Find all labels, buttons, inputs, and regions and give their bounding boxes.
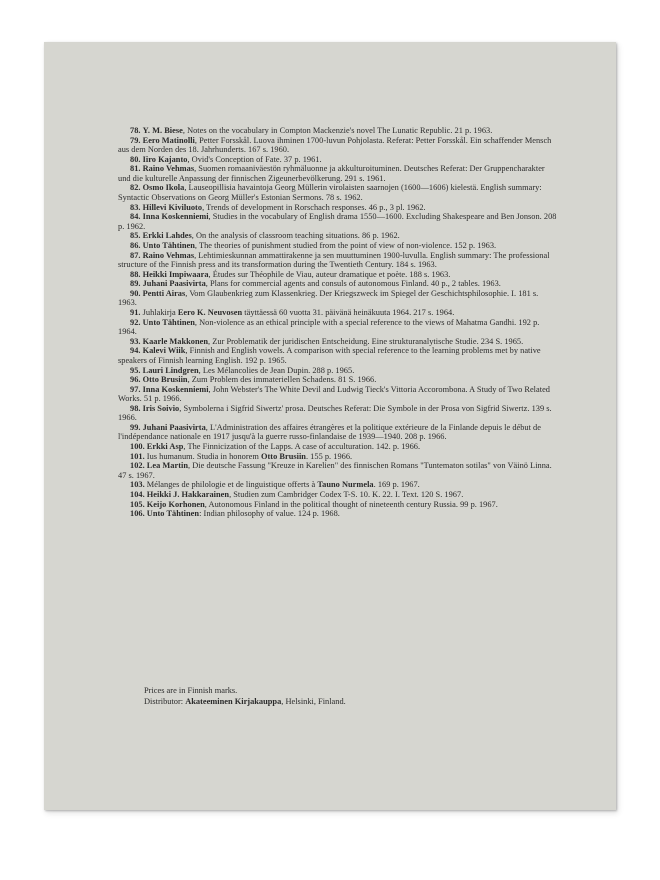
entry-number: 106.: [130, 509, 145, 519]
entry-text: , Non-violence as an ethical principle with a special reference to the views of Mahatma Gandhi. 192 p. 1964.: [118, 317, 540, 337]
publication-entry: [118, 423, 558, 442]
entry-author: Pentti Airas: [142, 288, 186, 298]
entry-author: Erkki Asp: [146, 442, 184, 452]
entry-number: 87.: [130, 250, 141, 260]
entry-number: 91.: [130, 308, 141, 318]
entry-number: 93.: [130, 336, 141, 346]
distributor-line: [144, 696, 544, 707]
publication-entry: [118, 231, 558, 240]
publication-entry: [118, 375, 558, 384]
entry-number: 86.: [130, 240, 141, 250]
distributor-name: Akateeminen Kirjakauppa: [185, 697, 282, 706]
entry-text: , The theories of punishment studied from the point of view of non-violence. 152 p. 1963.: [194, 240, 497, 250]
entry-number: 90.: [130, 288, 141, 298]
publication-entry: [118, 404, 558, 423]
publication-entry: [118, 126, 558, 135]
entry-number: 105.: [130, 499, 145, 509]
entry-author: Hillevi Kiviluoto: [142, 202, 203, 212]
entry-author: Heikki J. Hakkarainen: [146, 490, 230, 500]
entry-text: , Die deutsche Fassung "Kreuze in Karelien" des finnischen Romans "Tuntematon sotilas" von Väinö Linna. 47 s. 1967.: [118, 461, 552, 480]
entry-text: . 169 p. 1967.: [373, 480, 420, 490]
entry-author: Eero Matinolli: [142, 135, 195, 145]
publication-entry: [118, 500, 558, 509]
entry-text: , Zur Problematik der juridischen Entscheidung. Eine strukturanalytische Studie. 234 S. 1965.: [208, 336, 524, 346]
entry-author: Inna Koskenniemi: [142, 212, 209, 222]
entry-number: 96.: [130, 375, 141, 385]
publication-entry: [118, 480, 558, 489]
entry-number: 94.: [130, 346, 141, 356]
entry-author: Inna Koskenniemi: [142, 384, 209, 394]
publication-entry: [118, 251, 558, 270]
entry-author: Raino Vehmas: [142, 250, 195, 260]
entry-title-prefix: Juhlakirja: [142, 308, 178, 318]
publication-entry: [118, 241, 558, 250]
publication-entry: [118, 509, 558, 518]
entry-text: , Autonomous Finland in the political thought of nineteenth century Russia. 99 p. 1967.: [204, 499, 498, 509]
entry-text: , Studies in the vocabulary of English drama 1550—1600. Excluding Shakespeare and Ben Jonson. 208 p. 1962.: [118, 212, 557, 231]
prices-note: Prices are in Finnish marks.: [144, 686, 238, 695]
publication-entry: [118, 442, 558, 451]
entry-author: Unto Tähtinen: [142, 240, 195, 250]
entry-number: 104.: [130, 490, 145, 500]
publication-entry: [118, 203, 558, 212]
entry-number: 78.: [130, 126, 141, 135]
entry-text: , Finnish and English vowels. A comparison with special reference to the learning problems met by native speakers of Finnish learning English. 192 p. 1965.: [118, 346, 541, 365]
publication-entry: [118, 452, 558, 461]
entry-text: täyttäessä 60 vuotta 31. päivänä heinäkuuta 1964. 217 s. 1964.: [242, 308, 455, 318]
publication-entry: [118, 490, 558, 499]
book-back-cover: [44, 42, 616, 810]
entry-author: Heikki Impiwaara: [142, 269, 209, 279]
publication-entry: [118, 155, 558, 164]
publication-entry: [118, 270, 558, 279]
entry-number: 85.: [130, 231, 141, 241]
publication-entry: [118, 337, 558, 346]
entry-author: Unto Tähtinen: [146, 509, 200, 519]
entry-author: Lauri Lindgren: [142, 365, 199, 375]
entry-author: Osmo Ikola: [142, 183, 185, 193]
entry-text: , Lehtimieskunnan ammattirakenne ja sen muuttuminen 1900-luvulla. English summary: The professional structure of the Finnish press and its transformation during the Twentieth Century. 184 s. 1963.: [118, 250, 550, 270]
entry-author: Kalevi Wiik: [142, 346, 186, 356]
entry-text: , Symbolerna i Sigfrid Siwertz' prosa. Deutsches Referat: Die Symbole in der Prosa von Sigfrid Siwertz. 139 s. 1966.: [118, 403, 552, 423]
entry-text: , The Finnicization of the Lapps. A case of acculturation. 142. p. 1966.: [183, 442, 421, 452]
entry-author: Y. M. Biese: [142, 126, 183, 135]
footer: [144, 685, 544, 707]
publication-entry: [118, 289, 558, 308]
entry-author: Iiro Kajanto: [142, 154, 188, 164]
entry-text: , Ovid's Conception of Fate. 37 p. 1961.: [187, 154, 322, 164]
entry-text: , Trends of development in Rorschach responses. 46 p., 3 pl. 1962.: [202, 202, 426, 212]
entry-text: , Notes on the vocabulary in Compton Mackenzie's novel The Lunatic Republic. 21 p. 1963.: [182, 126, 493, 135]
entry-author: Erkki Lahdes: [142, 231, 192, 241]
entry-honoree: Eero K. Neuvosen: [177, 308, 243, 318]
entry-text: : Indian philosophy of value. 124 p. 1968.: [199, 509, 340, 519]
entry-text: , Plans for commercial agents and consuls of autonomous Finland. 40 p., 2 tables. 1963.: [205, 279, 501, 289]
entry-number: 84.: [130, 212, 141, 222]
entry-author: Keijo Korhonen: [146, 499, 205, 509]
entry-author: Kaarle Makkonen: [142, 336, 209, 346]
entry-number: 97.: [130, 384, 141, 394]
distributor-location: , Helsinki, Finland.: [281, 697, 346, 706]
publication-entry: [118, 136, 558, 155]
entry-author: Lea Martin: [146, 461, 189, 471]
entry-text: , Vom Glaubenkrieg zum Klassenkrieg. Der Kriegszweck im Spiegel der Geschichtsphilosophie. I. 181 s. 1963.: [118, 288, 539, 308]
entry-title-prefix: Mélanges de philologie et de linguistique offerts à: [146, 480, 318, 490]
entry-author: Unto Tähtinen: [142, 317, 195, 327]
entry-author: Juhani Paasivirta: [142, 422, 206, 432]
entry-author: Raino Vehmas: [142, 164, 195, 174]
entry-text: . 155 p. 1966.: [305, 451, 353, 461]
publication-entry: [118, 212, 558, 231]
entry-text: , Zum Problem des immateriellen Schadens. 81 S. 1966.: [187, 375, 377, 385]
entry-number: 80.: [130, 154, 141, 164]
entry-text: , Suomen romaaniväestön ryhmäluonne ja akkulturoituminen. Deutsches Referat: Der Gruppencharakter und die kulturelle Anpassung der finnischen Zigeunerbevölkerung. 291 s. 1961.: [118, 164, 545, 183]
publication-entry: [118, 318, 558, 337]
publication-entry: [118, 279, 558, 288]
entry-text: , L'Administration des affaires étrangères et la politique extérieure de la Finlande depuis le début de l'indépendance nationale en 1917 jusqu'à la guerre russo-finlandaise de 1939—1940. 208 p. 1966.: [118, 422, 541, 442]
entry-number: 92.: [130, 317, 141, 327]
entry-number: 82.: [130, 183, 141, 193]
entry-number: 83.: [130, 202, 141, 212]
publication-entry: [118, 308, 558, 317]
entry-honoree: Tauno Nurmela: [317, 480, 374, 490]
entry-number: 102.: [130, 461, 145, 471]
entry-text: , Studien zum Cambridger Codex T-S. 10. K. 22. I. Text. 120 S. 1967.: [229, 490, 464, 500]
entry-author: Juhani Paasivirta: [142, 279, 206, 289]
publication-entry: [118, 164, 558, 183]
entry-text: , Les Mélancolies de Jean Dupin. 288 p. 1965.: [198, 365, 355, 375]
distributor-label: Distributor:: [144, 697, 186, 706]
entry-number: 101.: [130, 451, 145, 461]
entry-author: Otto Brusiin: [142, 375, 188, 385]
entry-number: 89.: [130, 279, 141, 289]
entry-number: 99.: [130, 422, 141, 432]
entry-number: 88.: [130, 269, 141, 279]
publication-entry: [118, 346, 558, 365]
publication-entry: [118, 461, 558, 480]
entry-text: , John Webster's The White Devil and Ludwig Tieck's Vittoria Accorombona. A Study of Two Related Works. 51 p. 1966.: [118, 384, 550, 404]
publication-list: [118, 126, 558, 519]
entry-honoree: Otto Brusiin: [260, 451, 306, 461]
entry-number: 95.: [130, 365, 141, 375]
entry-number: 98.: [130, 403, 141, 413]
entry-text: , Études sur Théophile de Viau, auteur dramatique et poète. 188 s. 1963.: [208, 269, 451, 279]
entry-author: Iris Soivio: [142, 403, 180, 413]
entry-text: , Petter Forsskål. Luova ihminen 1700-luvun Pohjolasta. Referat: Petter Forsskål. Ein schaffender Mensch aus dem Norden des 18. Jahrhunderts. 167 s. 1960.: [118, 135, 552, 155]
entry-title-prefix: Ius humanum. Studia in honorem: [146, 451, 261, 461]
entry-number: 103.: [130, 480, 145, 490]
publication-entry: [118, 366, 558, 375]
publication-entry: [118, 183, 558, 202]
entry-number: 81.: [130, 164, 141, 174]
entry-number: 100.: [130, 442, 145, 452]
entry-number: 79.: [130, 135, 141, 145]
entry-text: , On the analysis of classroom teaching situations. 86 p. 1962.: [191, 231, 400, 241]
entry-text: , Lauseopillisia havaintoja Georg Müllerin virolaisten saarnojen (1600—1606) kielestä. English summary: Syntactic Observations on Georg Müller's Estonian Sermons. 78 s. 1962.: [118, 183, 542, 202]
publication-entry: [118, 385, 558, 404]
